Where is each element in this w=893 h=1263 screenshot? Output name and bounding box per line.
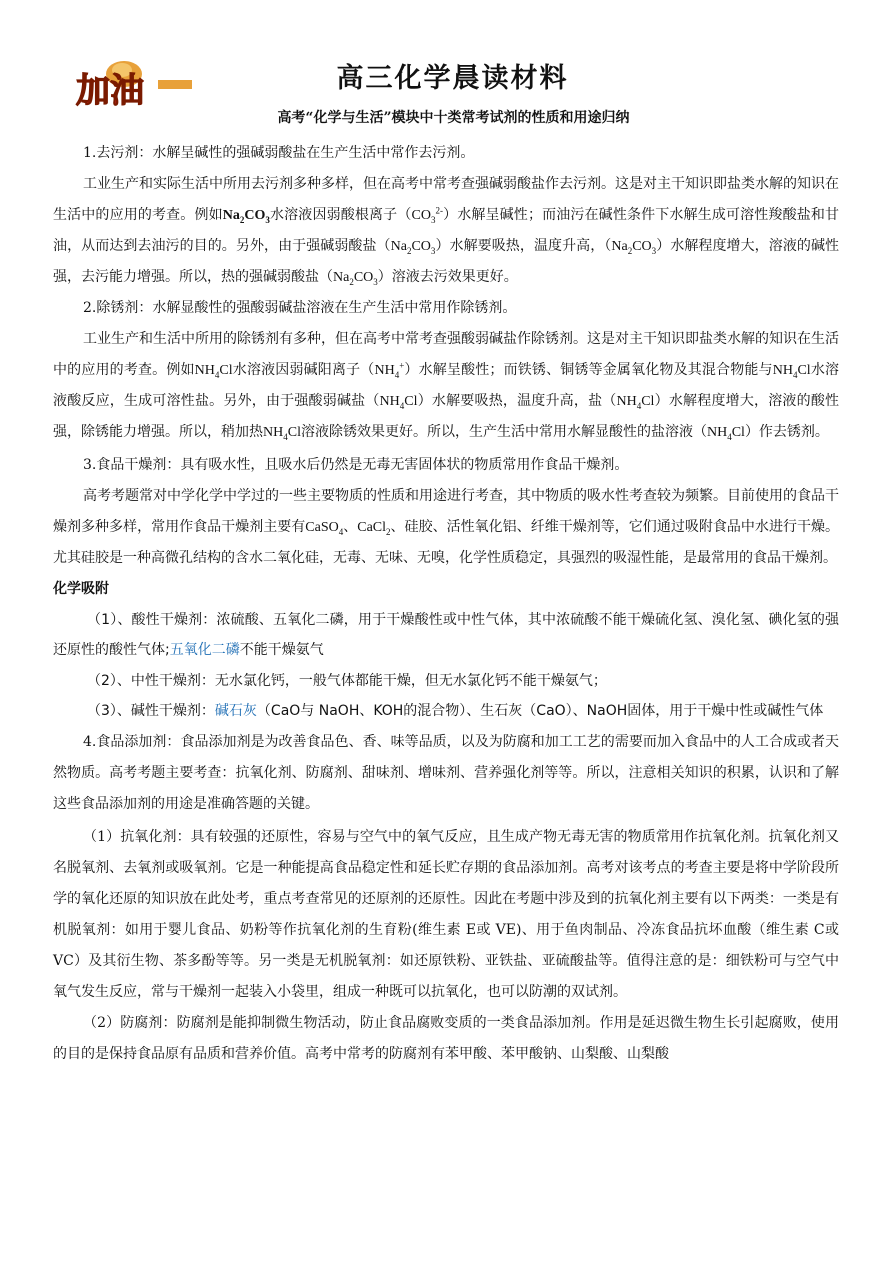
section-3-lead: 3.食品干燥剂：具有吸水性，且吸水后仍然是无毒无害固体状的物质常用作食品干燥剂。 bbox=[83, 457, 629, 473]
section-1-lead: 1.去污剂：水解呈碱性的强碱弱酸盐在生产生活中常作去污剂。 bbox=[83, 145, 475, 161]
adsorption-item-1: （1）、酸性干燥剂：浓硫酸、五氧化二磷，用于干燥酸性或中性气体，其中浓硫酸不能干燥硫化氢、溴化氢、碘化氢的强还原性的酸性气体;五氧化二磷不能干燥氨气 bbox=[53, 611, 839, 658]
section-4-lead: 4.食品添加剂：食品添加剂是为改善食品色、香、味等品质，以及为防腐和加工工艺的需要而加入食品中的人工合成或者天然物质。高考考题主要考查：抗氧化剂、防腐剂、甜味剂、增味剂、营养强化剂等等。所以，注意相关知识的积累，认识和了解这些食品添加剂的用途是准确答题的关键。 bbox=[53, 733, 839, 812]
adsorption-item-2: （2）、中性干燥剂：无水氯化钙，一般气体都能干燥，但无水氯化钙不能干燥氨气； bbox=[87, 672, 607, 689]
section-2-paragraph: 工业生产和生活中所用的除锈剂有多种，但在高考中常考查强酸弱碱盐作除锈剂。这是对主干知识即盐类水解的知识在生活中的应用的考查。例如$NH_4Cl$水溶液因弱碱阳离子$(NH_4^+)$水解呈酸性；而铁锈、铜锈等金属氧化物及其混合物能与$NH_4Cl$水溶液酸反应，生成可溶性盐。另外，由于强酸弱碱盐$(NH_4Cl)$水解要吸热，温度升高，盐$(NH_4Cl)$水解程度增大，溶液的酸性强，除锈能力增强。所以，稍加热$NH_4Cl$溶液除锈效果更好。所以，生产生活中常用水解显酸性的盐溶液$(NH_4Cl)$作去锈剂。 bbox=[53, 331, 840, 442]
adsorption-item-3: （3）、碱性干燥剂：碱石灰（CaO与 NaOH、KOH的混合物）、生石灰（CaO）、NaOH固体，用于干燥中性或碱性气体 bbox=[87, 703, 824, 719]
page-title: 高三化学晨读材料 bbox=[336, 63, 569, 94]
link-soda-lime[interactable]: 碱石灰 bbox=[214, 703, 257, 719]
section-2-lead: 2.除锈剂：水解显酸性的强酸弱碱盐溶液在生产生活中常用作除锈剂。 bbox=[83, 300, 517, 316]
section-3-paragraph: 高考考题常对中学化学中学过的一些主要物质的性质和用途进行考查，其中物质的吸水性考查较为频繁。目前使用的食品干燥剂多种多样，常用作食品干燥剂主要有CaSO$_4$、CaCl$_2$、硅胶、活性氧化铝、纤维干燥剂等，它们通过吸附食品中水进行干燥。尤其硅胶是一种高微孔结构的含水二氧化硅，无毒、无味、无嗅，化学性质稳定，具强烈的吸湿性能，是最常用的食品干燥剂。 bbox=[53, 488, 840, 566]
logo-text: 加油 bbox=[76, 71, 144, 108]
section-4-preservative: （2）防腐剂：防腐剂是能抑制微生物活动，防止食品腐败变质的一类食品添加剂。作用是延迟微生物生长引起腐败，使用的目的是保持食品原有品质和营养价值。高考中常考的防腐剂有苯甲酸、苯甲酸钠、山梨酸、山梨酸 bbox=[53, 1014, 839, 1062]
section-4-antioxidant: （1）抗氧化剂：具有较强的还原性，容易与空气中的氧气反应，且生成产物无毒无害的物质常用作抗氧化剂。抗氧化剂又名脱氧剂、去氧剂或吸氧剂。它是一种能提高食品稳定性和延长贮存期的食品添加剂。高考对该考点的考查主要是将中学阶段所学的氧化还原的知识放在此处考，重点考查常见的还原剂的还原性。因此在考题中涉及到的抗氧化剂主要有以下两类：一类是有机脱氧剂：如用于婴儿食品、奶粉等作抗氧化剂的生育粉(维生素 E或 VE)、用于鱼肉制品、冷冻食品抗坏血酸（维生素 C或 VC）及其衍生物、茶多酚等等。另一类是无机脱氧剂：如还原铁粉、亚铁盐、亚硫酸盐等。值得注意的是：细铁粉可与空气中氧气发生反应，常与干燥剂一起装入小袋里，组成一种既可以抗氧化，也可以防潮的双试剂。 bbox=[53, 828, 839, 1000]
section-1-paragraph: 工业生产和实际生活中所用去污剂多种多样，但在高考中常考查强碱弱酸盐作去污剂。这是对主干知识即盐类水解的知识在生活中的应用的考查。例如$Na_2CO_3$水溶液因弱酸根离子$(CO_3^{2-})$水解呈碱性；而油污在碱性条件下水解生成可溶性羧酸盐和甘油，从而达到去油污的目的。另外，由于强碱弱酸盐$(Na_2CO_3)$水解要吸热，温度升高，$(Na_2CO_3)$水解程度增大，溶液的碱性强，去污能力增强。所以，热的强碱弱酸盐$(Na_2CO_3)$溶液去污效果更好。 bbox=[53, 176, 840, 287]
page-subtitle: 高考“化学与生活”模块中十类常考试剂的性质和用途归纳 bbox=[277, 110, 630, 126]
document-body bbox=[53, 138, 839, 1070]
adsorption-heading: 化学吸附 bbox=[53, 580, 109, 597]
link-p2o5[interactable]: 五氧化二磷 bbox=[169, 642, 240, 658]
